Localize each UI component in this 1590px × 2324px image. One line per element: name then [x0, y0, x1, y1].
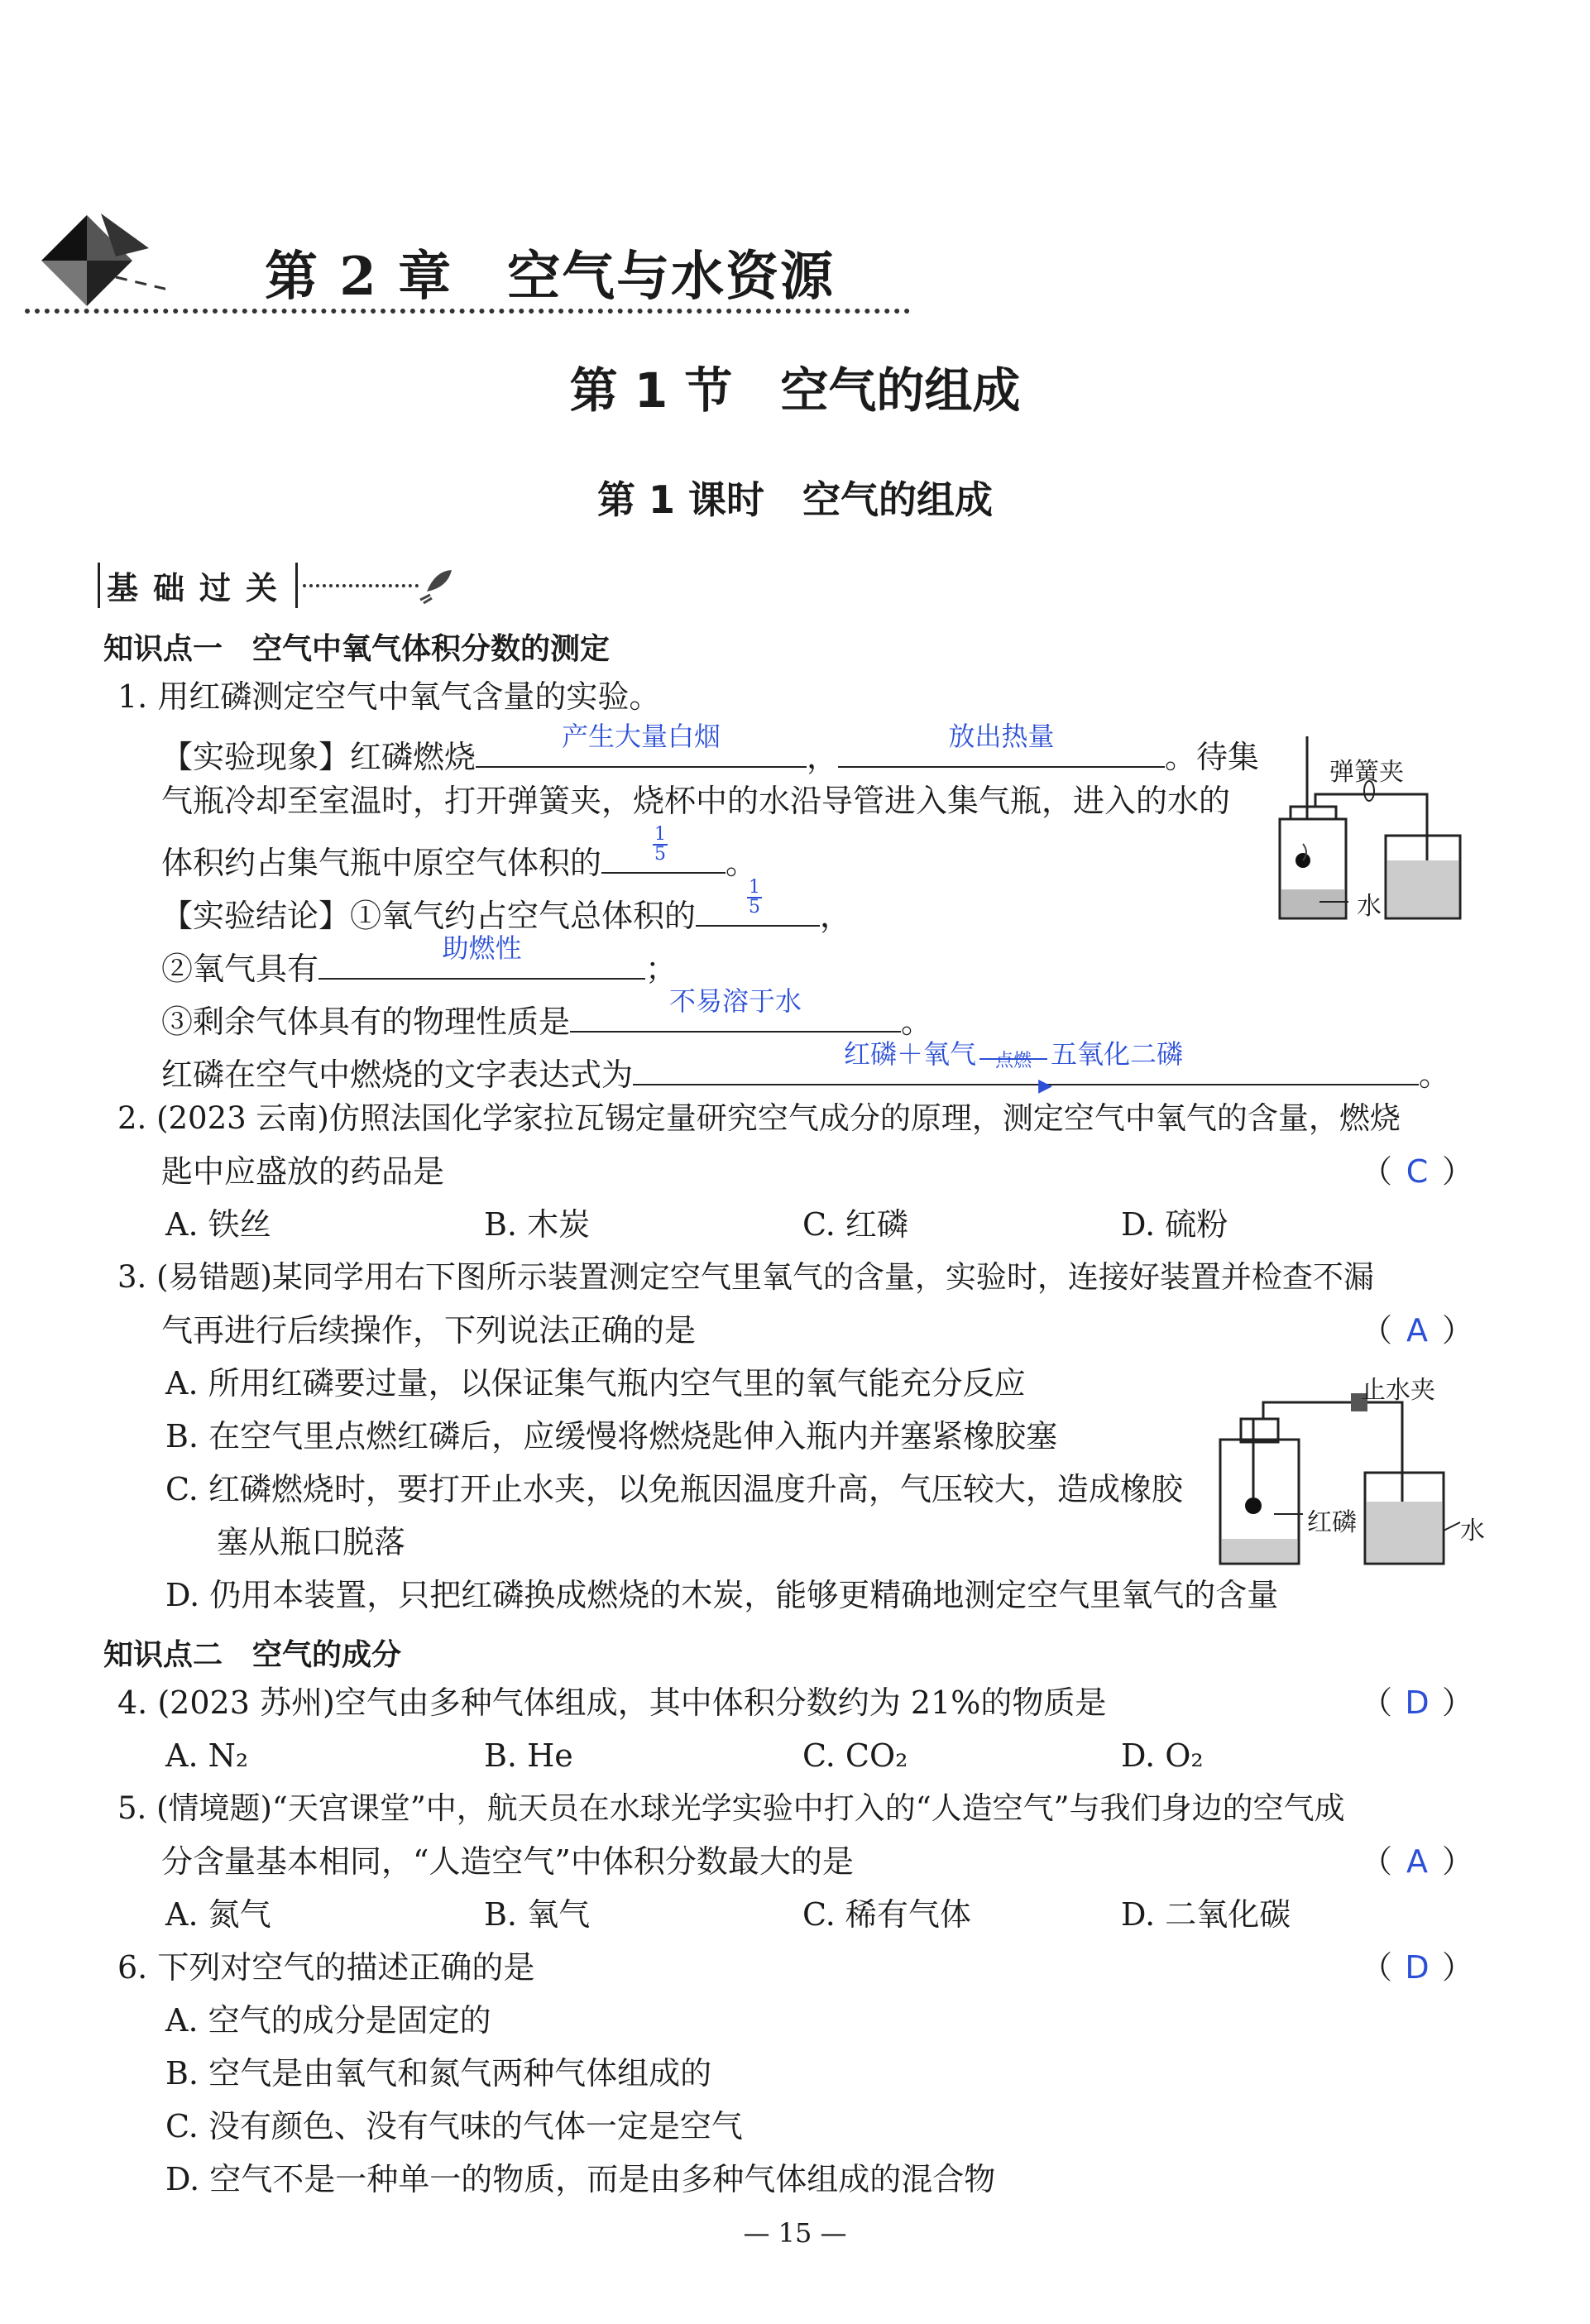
section-title: 第 1 节 空气的组成 [569, 362, 1021, 419]
q1-text: ， [820, 898, 852, 934]
q1-text: ②氧气具有 [161, 951, 319, 987]
q1-line7 [161, 1038, 1451, 1096]
q1-line6 [161, 985, 933, 1040]
q5-option-b[interactable]: B. 氧气 [484, 1896, 591, 1933]
q6-line1: 6. 下列对空气的描述正确的是 [117, 1949, 535, 1986]
q4-answer-paren: （ D ） [1361, 1684, 1474, 1721]
q4-option-c[interactable]: C. CO₂ [802, 1737, 908, 1774]
q2-option-c[interactable]: C. 红磷 [802, 1206, 908, 1243]
q1-answer-1: 产生大量白烟 [562, 721, 721, 752]
q3-option-a[interactable]: A. 所用红磷要过量，以保证集气瓶内空气里的氧气能充分反应 [165, 1365, 1026, 1402]
q1-text: 红磷在空气中燃烧的文字表达式为 [161, 1057, 634, 1093]
q6-option-a[interactable]: A. 空气的成分是固定的 [165, 2002, 491, 2039]
q6-option-c[interactable]: C. 没有颜色、没有气味的气体一定是空气 [165, 2108, 743, 2144]
q2-answer: C [1406, 1153, 1429, 1190]
q3-option-b[interactable]: B. 在空气里点燃红磷后，应缓慢将燃烧匙伸入瓶内并塞紧橡胶塞 [165, 1418, 1058, 1454]
lesson-title: 第 1 课时 空气的组成 [596, 477, 994, 522]
q1-text: 【实验现象】红磷燃烧 [161, 739, 477, 775]
q1-text: 。待集 [1165, 739, 1260, 775]
q2-option-b[interactable]: B. 木炭 [484, 1206, 591, 1243]
q3-option-c[interactable]: C. 红磷燃烧时，要打开止水夹，以免瓶因温度升高，气压较大，造成橡胶 [165, 1471, 1183, 1507]
q5-line1: 5. (情境题)“天宫课堂”中，航天员在水球光学实验中打入的“人造空气”与我们身边的空气成 [117, 1790, 1345, 1826]
q1-answer-5: 助燃性 [442, 932, 522, 964]
q1-text: ③剩余气体具有的物理性质是 [161, 1004, 571, 1040]
q1-blank-4[interactable] [696, 877, 820, 927]
q1-text: 。 [726, 845, 758, 881]
leaf-icon [419, 567, 460, 605]
q5-option-d[interactable]: D. 二氧化碳 [1121, 1896, 1291, 1933]
q5-option-c[interactable]: C. 稀有气体 [802, 1896, 971, 1933]
q2-option-a[interactable]: A. 铁丝 [165, 1206, 271, 1243]
q1-answer-6: 不易溶于水 [669, 985, 802, 1017]
q5-answer-paren: （ A ） [1361, 1843, 1474, 1880]
chapter-logo-icon [25, 199, 165, 323]
q1-text: 。 [1419, 1057, 1451, 1093]
q3-apparatus-figure [1212, 1390, 1477, 1572]
q1-figure-water-label: 水 [1357, 892, 1382, 921]
kp1-title: 知识点一 空气中氧气体积分数的测定 [103, 632, 611, 666]
q1-text: 体积约占集气瓶中原空气体积的 [161, 845, 602, 881]
q6-option-b[interactable]: B. 空气是由氧气和氮气两种气体组成的 [165, 2055, 712, 2092]
q3-figure-water-label: 水 [1460, 1517, 1485, 1545]
basic-section-badge [98, 563, 460, 608]
q3-line1: 3. (易错题)某同学用右下图所示装置测定空气里氧气的含量，实验时，连接好装置并检查不漏 [117, 1259, 1374, 1295]
q5-line2: 分含量基本相同，“人造空气”中体积分数最大的是 [161, 1843, 854, 1880]
q3-option-c-cont: 塞从瓶口脱落 [217, 1524, 406, 1560]
badge-label: 基础过关 [98, 563, 298, 608]
q2-line1: 2. (2023 云南)仿照法国化学家拉瓦锡定量研究空气成分的原理，测定空气中氧气的含量，燃烧 [117, 1100, 1401, 1136]
q1-word-equation: 红磷＋氧气 点燃 ▶ 五氧化二磷 [844, 1038, 1184, 1096]
q2-line2: 匙中应盛放的药品是 [161, 1153, 445, 1190]
q1-text: 【实验结论】①氧气约占空气总体积的 [161, 898, 697, 934]
q1-fraction: $\frac{1}{5}$ [654, 824, 667, 865]
q1-stem: 1. 用红磷测定空气中氧气含量的实验。 [117, 678, 661, 715]
q1-blank-3[interactable] [601, 824, 726, 874]
q1-sep: ， [807, 739, 839, 775]
q1-text: ； [645, 951, 678, 987]
q2-option-d[interactable]: D. 硫粉 [1121, 1206, 1228, 1243]
q4-option-a[interactable]: A. N₂ [165, 1737, 249, 1774]
q1-line5 [161, 932, 678, 987]
q6-answer-paren: （ D ） [1361, 1949, 1474, 1986]
page-number: — 15 — [743, 2217, 847, 2249]
q5-option-a[interactable]: A. 氮气 [165, 1896, 271, 1933]
q1-fraction: $\frac{1}{5}$ [749, 877, 761, 918]
q1-blank-7[interactable] [633, 1038, 1419, 1096]
q1-blank-1[interactable] [476, 721, 807, 768]
q3-answer-paren: （ A ） [1361, 1312, 1474, 1349]
q3-line2: 气再进行后续操作，下列说法正确的是 [161, 1312, 697, 1349]
q4-option-b[interactable]: B. He [484, 1737, 573, 1774]
q6-option-d[interactable]: D. 空气不是一种单一的物质，而是由多种气体组成的混合物 [165, 2161, 996, 2197]
q3-option-d[interactable]: D. 仍用本装置，只把红磷换成燃烧的木炭，能够更精确地测定空气里氧气的含量 [165, 1577, 1279, 1613]
badge-dotted-line [303, 584, 419, 587]
q4-option-d[interactable]: D. O₂ [1121, 1737, 1204, 1774]
q5-answer: A [1406, 1843, 1429, 1880]
q1-line3 [161, 824, 758, 881]
q1-text: 。 [901, 1004, 933, 1040]
q1-blank-6[interactable] [570, 985, 901, 1033]
q2-answer-paren: （ C ） [1361, 1153, 1474, 1190]
q3-answer: A [1406, 1312, 1429, 1349]
q1-line2: 气瓶冷却至室温时，打开弹簧夹，烧杯中的水沿导管进入集气瓶，进入的水的 [161, 783, 1231, 819]
q4-answer: D [1405, 1684, 1430, 1721]
q1-blank-5[interactable] [318, 932, 645, 980]
q4-line1: 4. (2023 苏州)空气由多种气体组成，其中体积分数约为 21%的物质是 [117, 1684, 1107, 1721]
q1-answer-2: 放出热量 [948, 721, 1055, 752]
q1-figure-clamp-label: 弹簧夹 [1329, 758, 1404, 787]
q3-figure-phosphorus-label: 红磷 [1307, 1508, 1357, 1537]
chapter-title: 第 2 章 空气与水资源 [265, 246, 836, 308]
q1-line1 [161, 721, 1260, 775]
kp2-title: 知识点二 空气的成分 [103, 1638, 402, 1672]
q3-figure-clamp-label: 止水夹 [1361, 1376, 1435, 1405]
q6-answer: D [1405, 1949, 1430, 1986]
q1-blank-2[interactable] [838, 721, 1165, 768]
q1-line4 [161, 877, 852, 934]
